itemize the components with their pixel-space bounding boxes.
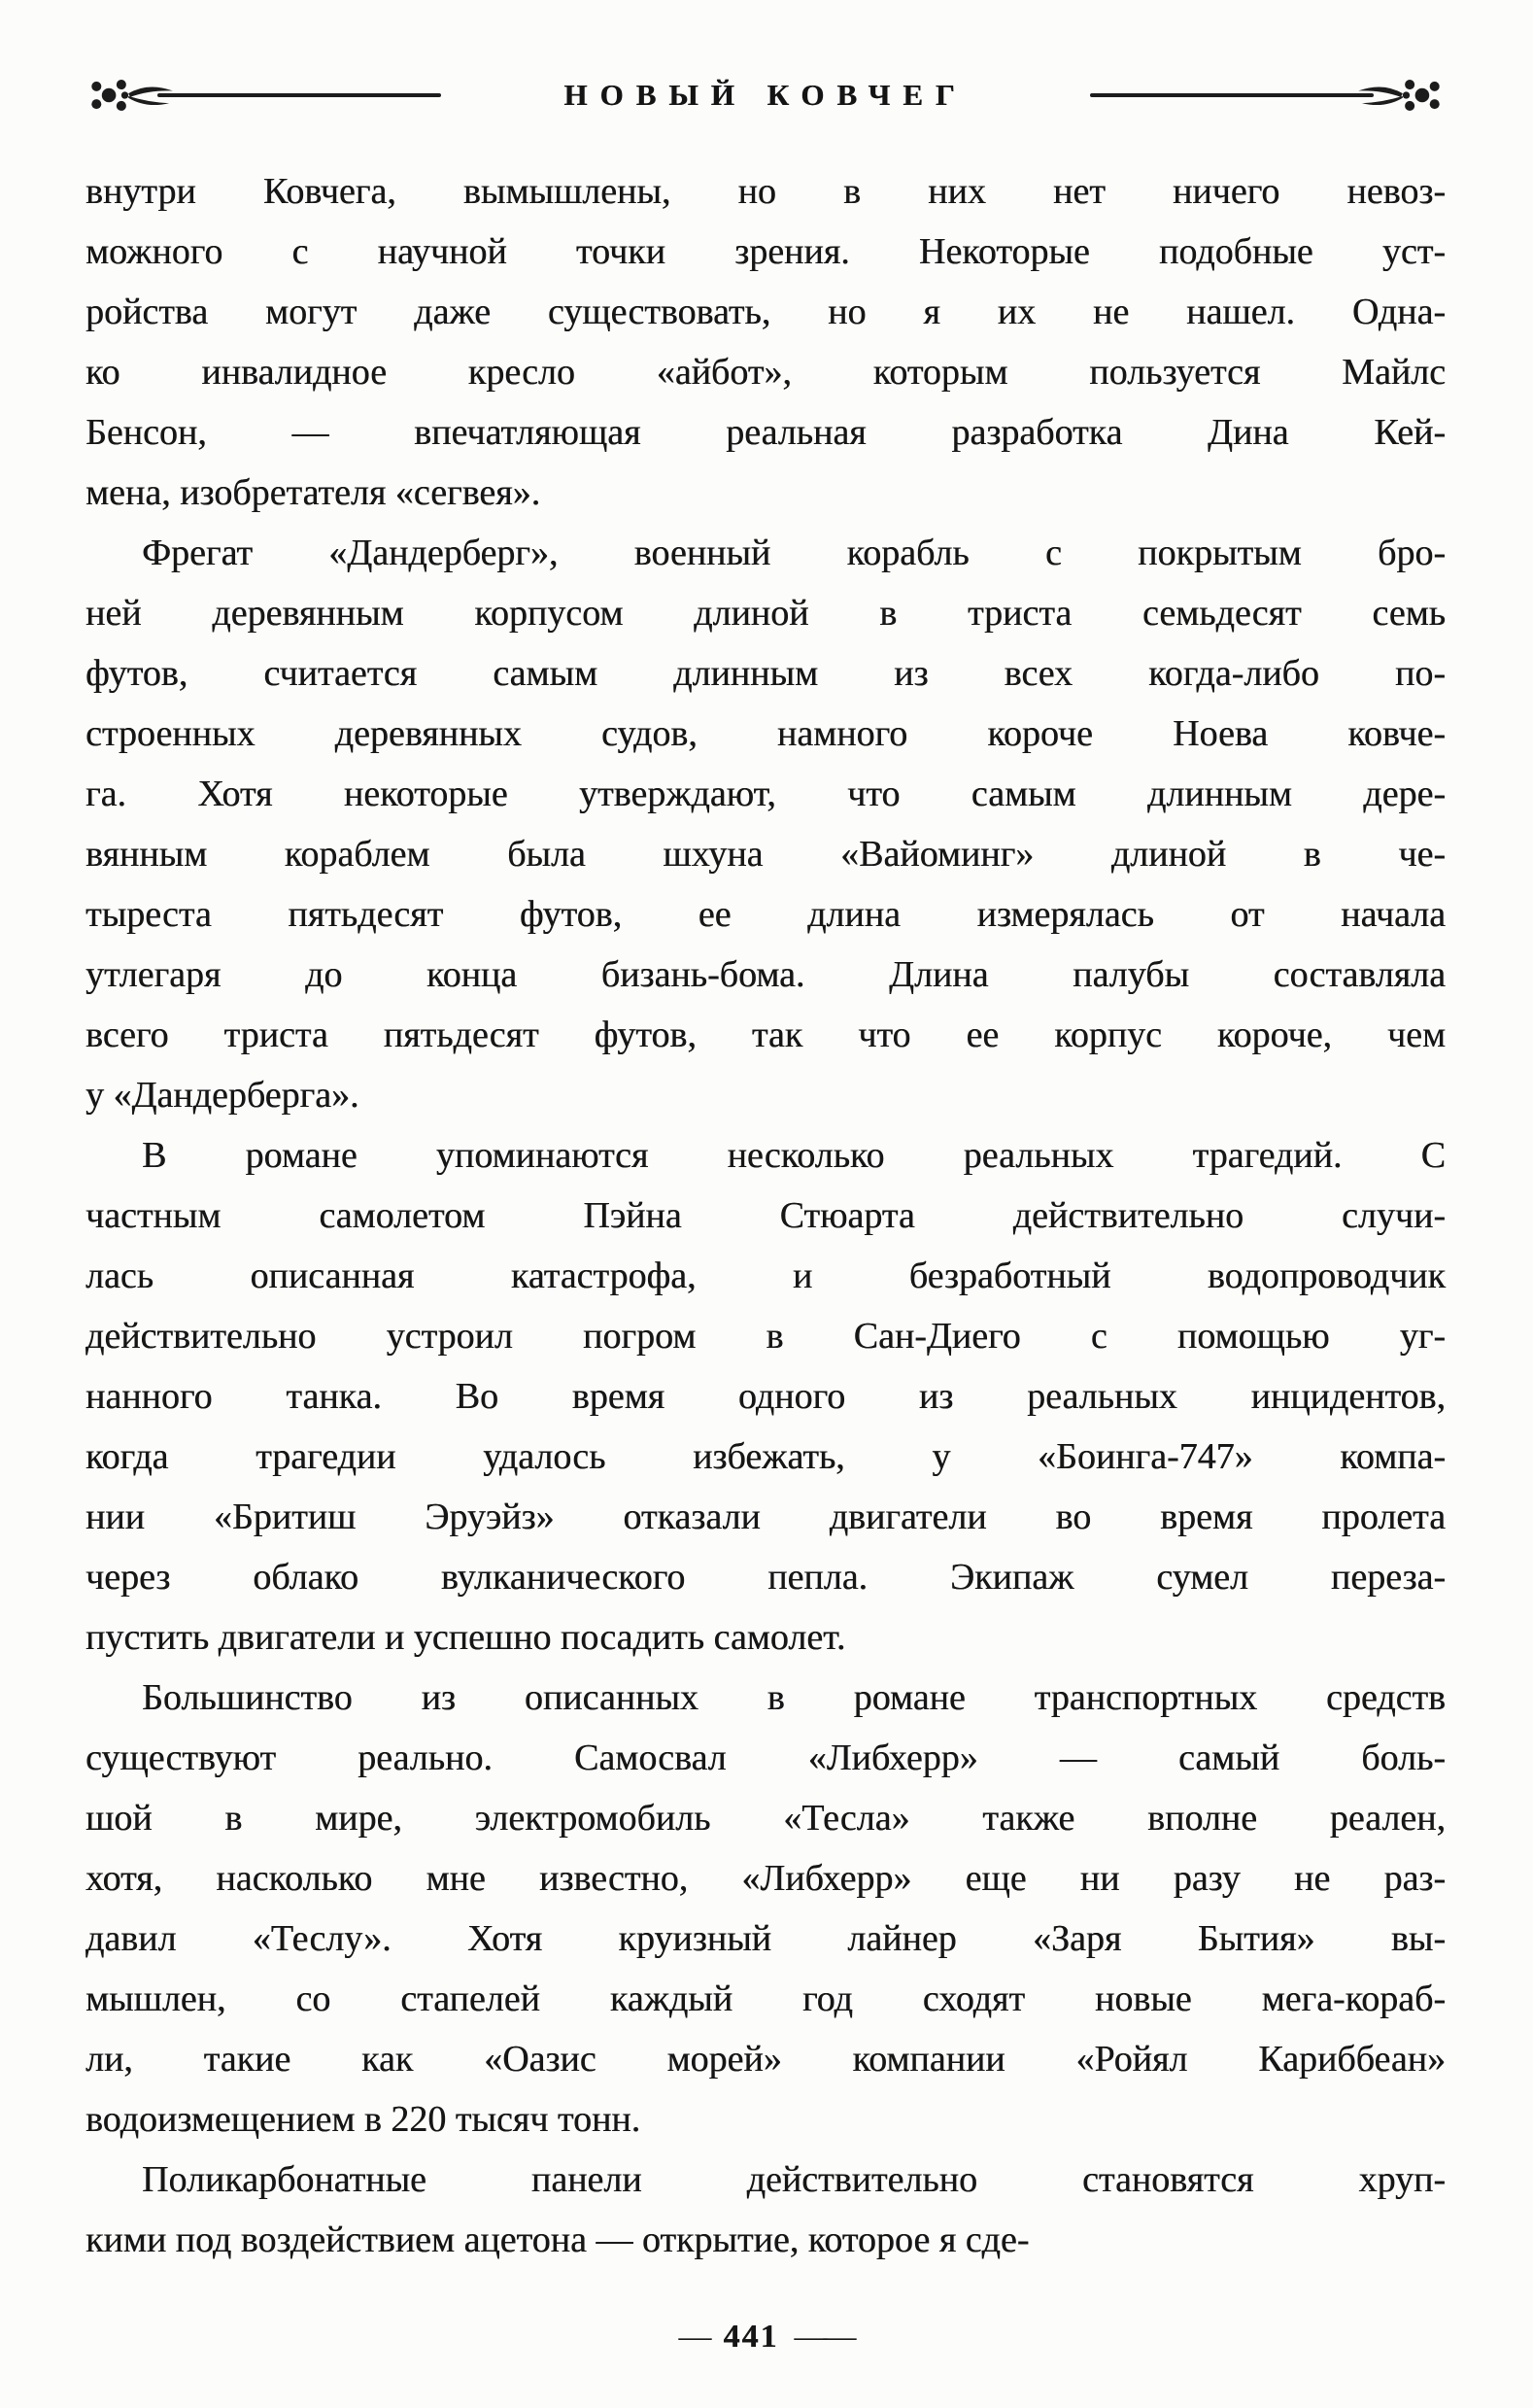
page-number: 441	[723, 2319, 779, 2355]
folio-dash-right: ——	[794, 2319, 853, 2355]
text-line: шой в мире, электромобиль «Тесла» также вполне реален,	[85, 1798, 1446, 1839]
text-line: кими под воздействием ацетона — открытие, которое я сде-	[85, 2219, 1030, 2260]
page-header	[85, 72, 1446, 119]
text-line: нии «Бритиш Эруэйз» отказали двигатели во время пролета	[85, 1496, 1446, 1537]
text-line: Бенсон, — впечатляющая реальная разработка Дина Кей-	[85, 412, 1446, 453]
page-footer	[85, 2319, 1446, 2356]
text-line: у «Дандерберга».	[85, 1075, 359, 1116]
text-line: утлегаря до конца бизань-бома. Длина палубы составляла	[85, 954, 1446, 995]
folio-dash-left: —	[678, 2319, 708, 2355]
text-line: строенных деревянных судов, намного короче Ноева ковче-	[85, 713, 1446, 754]
text-line: мышлен, со стапелей каждый год сходят новые мега-кораб-	[85, 1978, 1446, 2019]
text-line: Большинство из описанных в романе транспортных средств	[142, 1677, 1446, 1718]
text-line: всего триста пятьдесят футов, так что ее корпус короче, чем	[85, 1015, 1446, 1055]
text-line: ли, такие как «Оазис морей» компании «Ройял Кариббеан»	[85, 2039, 1446, 2080]
text-line: ройства могут даже существовать, но я их не нашел. Одна-	[85, 292, 1446, 332]
text-line: ней деревянным корпусом длиной в триста семьдесят семь	[85, 593, 1446, 634]
text-line: Фрегат «Дандерберг», военный корабль с покрытым бро-	[142, 533, 1446, 573]
paragraph	[85, 523, 1446, 1125]
running-title: НОВЫЙ КОВЧЕГ	[563, 78, 968, 112]
text-line: внутри Ковчега, вымышлены, но в них нет ничего невоз-	[85, 171, 1446, 212]
text-line: давил «Теслу». Хотя круизный лайнер «Заря Бытия» вы-	[85, 1918, 1446, 1959]
text-line: можного с научной точки зрения. Некоторые подобные уст-	[85, 231, 1446, 272]
text-line: частным самолетом Пэйна Стюарта действительно случи-	[85, 1195, 1446, 1236]
text-line: ко инвалидное кресло «айбот», которым пользуется Майлс	[85, 352, 1446, 393]
text-line: нанного танка. Во время одного из реальных инцидентов,	[85, 1376, 1446, 1417]
text-line: хотя, насколько мне известно, «Либхерр» еще ни разу не раз-	[85, 1858, 1446, 1899]
header-rule-left	[157, 93, 441, 97]
text-line: тыреста пятьдесят футов, ее длина измерялась от начала	[85, 894, 1446, 935]
paragraph	[85, 1668, 1446, 2150]
text-line: водоизмещением в 220 тысяч тонн.	[85, 2099, 641, 2140]
floral-fleuron-icon	[1356, 75, 1446, 116]
text-line: В романе упоминаются несколько реальных трагедий. С	[142, 1135, 1446, 1176]
text-line: существуют реально. Самосвал «Либхерр» — самый боль-	[85, 1737, 1446, 1778]
paragraph	[85, 161, 1446, 523]
paragraph	[85, 2150, 1446, 2270]
text-line: пустить двигатели и успешно посадить самолет.	[85, 1617, 846, 1658]
text-line: когда трагедии удалось избежать, у «Боинга-747» компа-	[85, 1436, 1446, 1477]
body-text	[85, 161, 1446, 2270]
text-line: футов, считается самым длинным из всех когда-либо по-	[85, 653, 1446, 694]
header-rule-right	[1090, 93, 1374, 97]
text-line: лась описанная катастрофа, и безработный водопроводчик	[85, 1256, 1446, 1296]
text-line: га. Хотя некоторые утверждают, что самым длинным дере-	[85, 774, 1446, 814]
text-line: вянным кораблем была шхуна «Вайоминг» длиной в че-	[85, 834, 1446, 875]
text-line: мена, изобретателя «сегвея».	[85, 472, 541, 513]
text-line: через облако вулканического пепла. Экипаж сумел переза-	[85, 1557, 1446, 1598]
paragraph	[85, 1125, 1446, 1668]
text-line: действительно устроил погром в Сан-Диего с помощью уг-	[85, 1316, 1446, 1357]
text-line: Поликарбонатные панели действительно становятся хруп-	[142, 2159, 1446, 2200]
